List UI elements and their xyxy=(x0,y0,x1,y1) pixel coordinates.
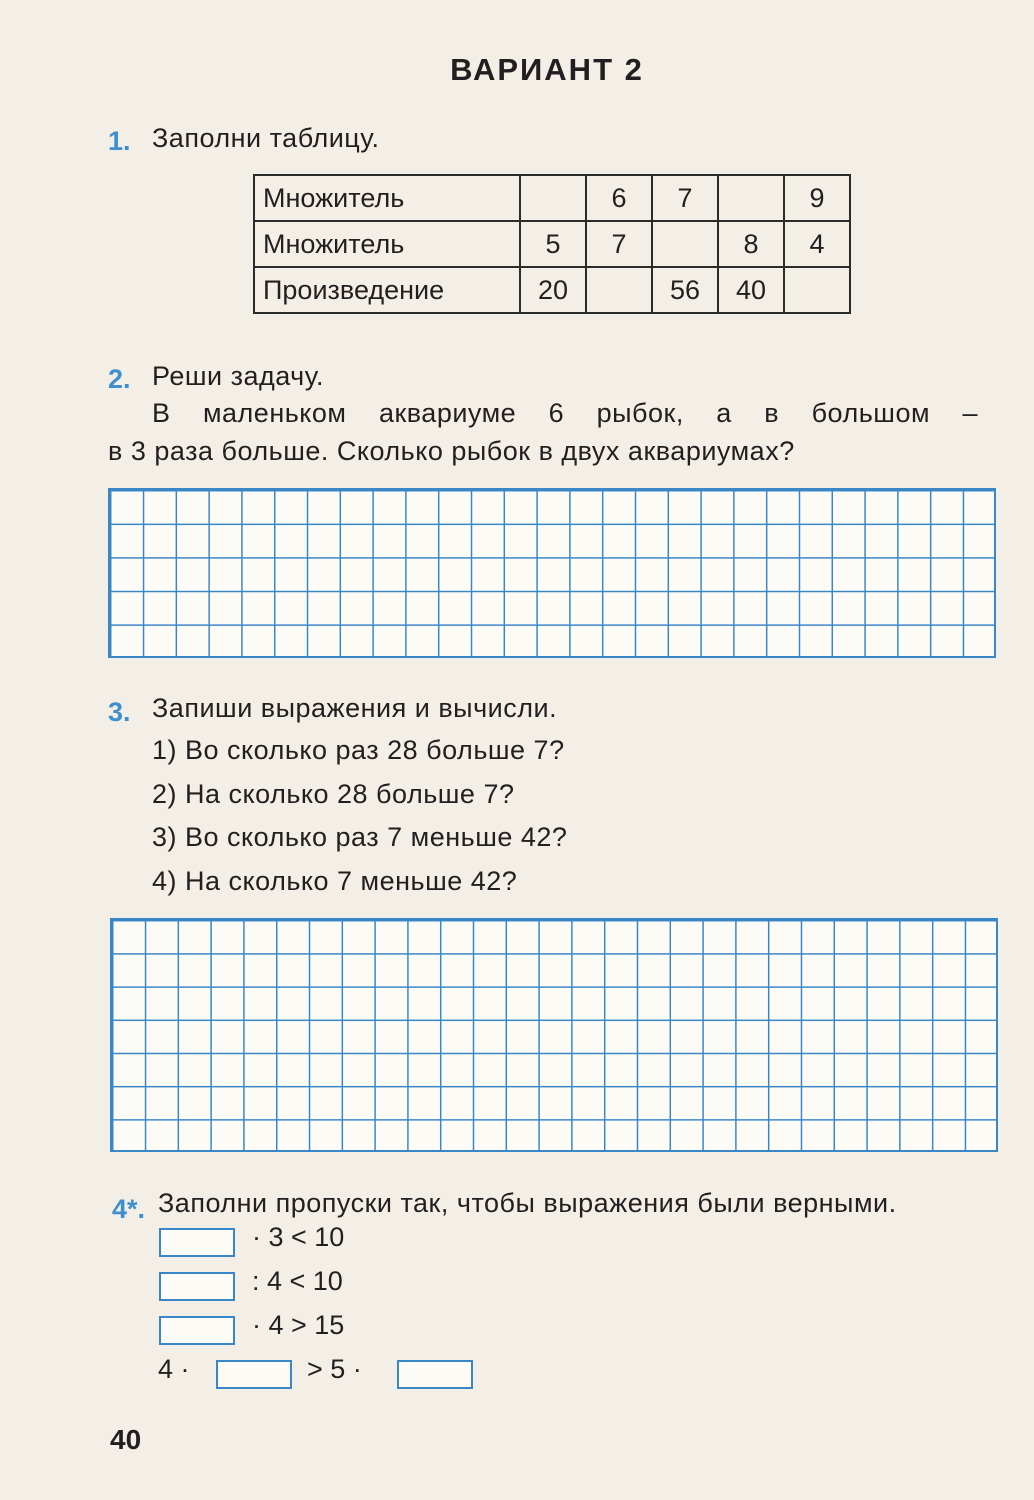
page-title: ВАРИАНТ 2 xyxy=(450,52,644,87)
table-cell[interactable]: 6 xyxy=(586,175,652,221)
expression: > 5 · xyxy=(307,1354,362,1384)
answer-grid-task2[interactable] xyxy=(108,488,996,658)
row-label: Множитель xyxy=(254,221,520,267)
task3-text: Запиши выражения и вычисли. xyxy=(152,693,558,723)
table-cell[interactable]: 40 xyxy=(718,267,784,313)
table-cell[interactable]: 5 xyxy=(520,221,586,267)
answer-grid-task3[interactable] xyxy=(110,918,998,1152)
task3-item: 4) На сколько 7 меньше 42? xyxy=(152,866,518,896)
expression: 4 · xyxy=(158,1354,190,1384)
blank-box[interactable] xyxy=(159,1316,235,1345)
blank-box[interactable] xyxy=(397,1360,473,1389)
table-cell[interactable] xyxy=(520,175,586,221)
task3-item: 1) Во сколько раз 28 больше 7? xyxy=(152,735,565,765)
task3-item: 2) На сколько 28 больше 7? xyxy=(152,779,515,809)
task2-number: 2. xyxy=(108,364,131,394)
expression: · 3 < 10 xyxy=(252,1222,345,1252)
table-cell[interactable]: 9 xyxy=(784,175,850,221)
task2-problem-line1: В маленьком аквариуме 6 рыбок, а в большом – xyxy=(152,398,978,428)
task1-number: 1. xyxy=(108,126,131,156)
table-cell[interactable]: 7 xyxy=(586,221,652,267)
task4-text: Заполни пропуски так, чтобы выражения были верными. xyxy=(158,1188,897,1218)
blank-box[interactable] xyxy=(216,1360,292,1389)
table-cell[interactable] xyxy=(718,175,784,221)
blank-box[interactable] xyxy=(159,1228,235,1257)
row-label: Произведение xyxy=(254,267,520,313)
row-label: Множитель xyxy=(254,175,520,221)
table-cell[interactable]: 56 xyxy=(652,267,718,313)
table-cell[interactable] xyxy=(586,267,652,313)
table-cell[interactable] xyxy=(784,267,850,313)
table-row xyxy=(254,175,850,221)
blank-box[interactable] xyxy=(159,1272,235,1301)
table-row xyxy=(254,267,850,313)
expression: : 4 < 10 xyxy=(252,1266,343,1296)
task2-problem-line2: в 3 раза больше. Сколько рыбок в двух аквариумах? xyxy=(108,436,795,466)
task3-item: 3) Во сколько раз 7 меньше 42? xyxy=(152,822,568,852)
table-cell[interactable]: 8 xyxy=(718,221,784,267)
task4-number: 4*. xyxy=(112,1194,146,1224)
task3-number: 3. xyxy=(108,697,131,727)
expression: · 4 > 15 xyxy=(252,1310,345,1340)
table-cell[interactable] xyxy=(652,221,718,267)
task2-text: Реши задачу. xyxy=(152,361,325,391)
multiplication-table xyxy=(253,174,851,314)
page-number: 40 xyxy=(110,1424,142,1455)
table-cell[interactable]: 20 xyxy=(520,267,586,313)
table-cell[interactable]: 7 xyxy=(652,175,718,221)
table-row xyxy=(254,221,850,267)
table-cell[interactable]: 4 xyxy=(784,221,850,267)
task1-text: Заполни таблицу. xyxy=(152,123,380,153)
